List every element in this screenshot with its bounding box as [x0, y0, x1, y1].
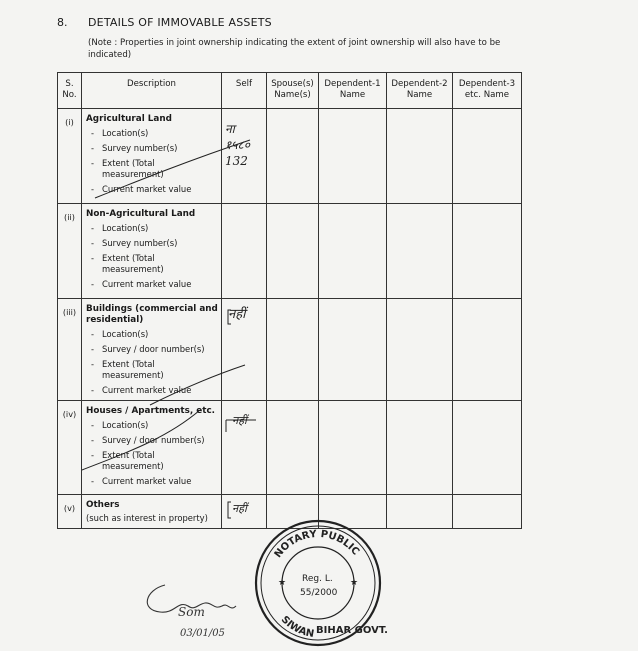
row-description [82, 495, 222, 529]
handwritten-self-entry: नहीं [232, 414, 247, 427]
row-dependent-1-cell [319, 401, 387, 495]
row-dependent-3-cell [453, 109, 522, 204]
row-dependent-2-cell [387, 204, 453, 299]
list-item: - Location(s) [86, 420, 218, 431]
row-description [82, 401, 222, 495]
notary-seal [256, 521, 388, 645]
row-dependent-2-cell [387, 109, 453, 204]
row-subtext: (such as interest in property) [86, 513, 208, 523]
list-item: - Survey / door number(s) [86, 435, 218, 446]
seal-top-text: NOTARY PUBLIC [272, 528, 362, 561]
list-item: - Current market value [86, 476, 218, 487]
list-item: - Extent (Total measurement) [86, 253, 218, 275]
section-title: DETAILS OF IMMOVABLE ASSETS [88, 16, 272, 29]
list-item: - Location(s) [86, 329, 218, 340]
row-dependent-1-cell [319, 495, 387, 529]
table-row [58, 204, 522, 299]
header-dependent-2: Dependent-2 Name [387, 73, 453, 109]
table-row [58, 495, 522, 529]
section-note: (Note : Properties in joint ownership indicating the extent of joint ownership will also have to be indicated) [88, 38, 501, 60]
row-sno: (iii) [58, 299, 82, 401]
row-category: Others [86, 500, 120, 510]
row-dependent-2-cell [387, 401, 453, 495]
list-item: - Current market value [86, 279, 218, 290]
row-dependent-1-cell [319, 204, 387, 299]
row-sno: (iv) [58, 401, 82, 495]
seal-center-line-2: 55/2000 [300, 588, 338, 598]
star-icon: ★ [350, 578, 359, 588]
row-description [82, 299, 222, 401]
header-dependent-3: Dependent-3 etc. Name [453, 73, 522, 109]
row-category: Non-Agricultural Land [86, 209, 196, 219]
signature [147, 585, 236, 639]
list-item: - Survey number(s) [86, 238, 218, 249]
row-sno: (i) [58, 109, 82, 204]
header-description: Description [82, 73, 222, 109]
list-item: - Location(s) [86, 128, 218, 139]
handwritten-self-entry: ना १५८० 132 [225, 122, 250, 168]
row-dependent-1-cell [319, 299, 387, 401]
handwritten-self-entry: नहीं [228, 307, 246, 322]
header-self: Self [222, 73, 267, 109]
list-item: - Location(s) [86, 223, 218, 234]
seal-bottom-text: SIWAN [278, 614, 315, 640]
table-row [58, 109, 522, 204]
header-sno: S. No. [58, 73, 82, 109]
row-dependent-3-cell [453, 495, 522, 529]
seal-center-line-1: Reg. L. [302, 574, 333, 584]
table-row [58, 401, 522, 495]
row-spouse-cell [267, 401, 319, 495]
list-item: - Current market value [86, 385, 218, 396]
row-category: Houses / Apartments, etc. [86, 406, 215, 416]
row-self-cell [222, 109, 267, 204]
table-header-row [58, 73, 522, 109]
row-self-cell [222, 495, 267, 529]
row-self-cell [222, 299, 267, 401]
row-spouse-cell [267, 204, 319, 299]
row-spouse-cell [267, 495, 319, 529]
section-number: 8. [57, 16, 68, 29]
row-sno: (ii) [58, 204, 82, 299]
signature-name: Som [178, 605, 205, 619]
header-dependent-1: Dependent-1 Name [319, 73, 387, 109]
row-dependent-2-cell [387, 495, 453, 529]
list-item: - Extent (Total measurement) [86, 158, 218, 180]
star-icon: ★ [278, 578, 287, 588]
row-description [82, 204, 222, 299]
row-self-cell [222, 204, 267, 299]
row-dependent-3-cell [453, 401, 522, 495]
signature-date: 03/01/05 [180, 628, 225, 639]
list-item: - Current market value [86, 184, 218, 195]
row-spouse-cell [267, 299, 319, 401]
handwritten-self-entry: नहीं [232, 502, 247, 515]
row-category: Agricultural Land [86, 114, 172, 124]
row-description [82, 109, 222, 204]
row-dependent-3-cell [453, 299, 522, 401]
list-item: - Survey number(s) [86, 143, 218, 154]
row-category: Buildings (commercial and residential) [86, 304, 218, 325]
seal-bottom-right-text: BIHAR GOVT. [316, 625, 388, 636]
list-item: - Survey / door number(s) [86, 344, 218, 355]
row-dependent-3-cell [453, 204, 522, 299]
row-dependent-1-cell [319, 109, 387, 204]
header-spouse: Spouse(s) Name(s) [267, 73, 319, 109]
row-spouse-cell [267, 109, 319, 204]
list-item: - Extent (Total measurement) [86, 359, 218, 381]
row-self-cell [222, 401, 267, 495]
immovable-assets-table [57, 72, 522, 529]
row-dependent-2-cell [387, 299, 453, 401]
table-row [58, 299, 522, 401]
row-sno: (v) [58, 495, 82, 529]
list-item: - Extent (Total measurement) [86, 450, 218, 472]
